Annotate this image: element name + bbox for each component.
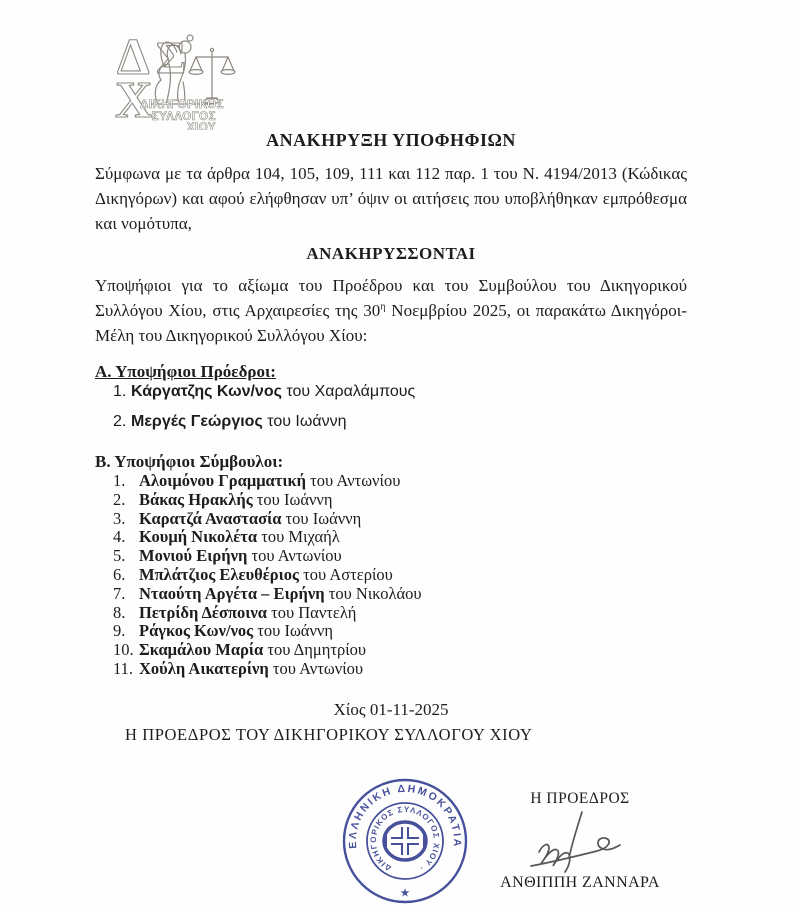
candidate-patronymic: του Αντωνίου <box>272 658 364 678</box>
stamp-outer-text: ΕΛΛΗΝΙΚΗ ΔΗΜΟΚΡΑΤΙΑ <box>346 782 464 850</box>
logo-text-line2: ΣΥΛΛΟΓΟΣ <box>151 111 216 123</box>
candidate-name: Κουμή Νικολέτα <box>139 527 258 547</box>
candidate-name: Καρατζά Αναστασία <box>139 508 282 528</box>
official-round-stamp <box>341 777 469 905</box>
candidate-number: 4. <box>113 527 126 547</box>
candidate-number: 1. <box>113 383 127 400</box>
candidate-number: 5. <box>113 546 126 566</box>
candidate-patronymic: του Αντωνίου <box>251 546 342 566</box>
candidate-number: 8. <box>113 602 126 622</box>
candidates-paragraph-before: Υποψήφιοι για το αξίωμα του Προέδρου και του Συμβούλου του Δικηγορικού Συλλόγου Χίου, στις Αρχαιρεσίες της 30 <box>95 276 687 320</box>
candidate-number: 11. <box>113 658 134 678</box>
candidate-item <box>95 382 687 401</box>
candidate-item <box>95 528 687 547</box>
signatory-name: ΑΝΘΙΠΠΗ ΖΑΝΝΑΡΑ <box>500 874 660 891</box>
candidate-patronymic: του Ιωάννη <box>285 508 362 528</box>
candidate-name: Βάκας Ηρακλής <box>139 489 253 509</box>
candidate-name: Μονιού Ειρήνη <box>139 546 248 566</box>
candidates-paragraph-after: Νοεμβρίου 2025, οι παρακάτω Δικηγόροι-Μέλη του Δικηγορικού Συλλόγου Χίου: <box>95 301 687 345</box>
candidate-number: 2. <box>113 489 126 509</box>
candidate-number: 3. <box>113 508 126 528</box>
candidate-item <box>95 660 687 679</box>
candidate-patronymic: του Δημητρίου <box>267 640 367 660</box>
candidate-number: 6. <box>113 564 126 584</box>
signatory-title: Η ΠΡΟΕΔΡΟΣ <box>530 790 630 807</box>
sphinx-scales-logo-icon <box>112 24 240 130</box>
logo-text-line3: ΧΙΟΥ <box>186 122 216 130</box>
proclaim-heading: ΑΝΑΚΗΡΥΣΣΟΝΤΑΙ <box>306 244 476 263</box>
date-ordinal-superscript: η <box>380 301 386 313</box>
candidate-number: 9. <box>113 621 126 641</box>
candidate-name: Νταούτη Αργέτα – Ειρήνη <box>139 583 325 603</box>
candidate-item <box>95 547 687 566</box>
candidate-number: 7. <box>113 583 126 603</box>
candidate-name: Χούλη Αικατερίνη <box>139 658 269 678</box>
candidate-item <box>95 604 687 623</box>
candidate-name: Μεργές Γεώργιος <box>131 413 263 430</box>
document-body <box>95 130 687 745</box>
candidates-paragraph <box>95 273 687 348</box>
intro-paragraph: Σύμφωνα με τα άρθρα 104, 105, 109, 111 και 112 παρ. 1 του Ν. 4194/2013 (Κώδικας Δικηγόρων) και αφού ελήφθησαν υπ’ όψιν οι αιτήσεις που υποβλήθηκαν εμπρόθεσμα και νομότυπα, <box>95 164 687 233</box>
candidate-name: Σκαμάλου Μαρία <box>139 640 264 660</box>
document-title: ΑΝΑΚΗΡΥΞΗ ΥΠΟΦΗΦΙΩΝ <box>266 130 516 150</box>
greek-emblem-icon <box>384 822 426 860</box>
stamp-star: ★ <box>400 888 410 899</box>
logo-monogram-delta: Δ <box>117 29 150 86</box>
candidate-item <box>95 472 687 491</box>
candidate-patronymic: του Ιωάννη <box>256 489 333 509</box>
candidate-number: 2. <box>113 413 127 430</box>
candidate-name: Πετρίδη Δέσποινα <box>139 602 267 622</box>
logo-monogram-sigma: Σ <box>156 32 187 83</box>
candidate-name: Κάργατζης Κων/νος <box>131 383 282 400</box>
candidate-patronymic: του Αντωνίου <box>310 471 401 490</box>
candidate-patronymic: του Χαραλάμπους <box>286 383 416 400</box>
candidate-patronymic: του Αστερίου <box>303 564 393 584</box>
candidate-number: 1. <box>113 471 126 490</box>
candidate-item <box>95 510 687 529</box>
stamp-inner-text: ΔΙΚΗΓΟΡΙΚΟΣ ΣΥΛΛΟΓΟΣ ΧΙΟΥ · <box>368 804 442 873</box>
candidate-item <box>95 641 687 660</box>
candidate-item <box>95 412 687 431</box>
candidate-name: Αλοιμόνου Γραμματική <box>139 471 307 490</box>
scales-of-justice-icon <box>189 48 235 103</box>
candidate-item <box>95 585 687 604</box>
presidents-candidate-list <box>95 382 687 431</box>
candidate-patronymic: του Ιωάννη <box>267 413 347 430</box>
candidate-patronymic: του Παντελή <box>271 602 357 622</box>
candidate-patronymic: του Ιωάννη <box>257 621 334 641</box>
candidate-patronymic: του Μιχαήλ <box>261 527 340 547</box>
candidate-item <box>95 491 687 510</box>
issuer-line: Η ΠΡΟΕΔΡΟΣ ΤΟΥ ΔΙΚΗΓΟΡΙΚΟΥ ΣΥΛΛΟΓΟΥ ΧΙΟΥ <box>125 724 533 744</box>
logo-monogram-chi: Χ <box>115 72 153 129</box>
counselors-candidate-list <box>95 472 687 679</box>
section-a-heading: Α. Υποψήφιοι Πρόεδροι: <box>95 362 276 381</box>
section-b-heading: Β. Υποψήφιοι Σύμβουλοι: <box>95 452 284 471</box>
candidate-name: Μπλάτζιος Ελευθέριος <box>139 564 299 584</box>
candidate-item <box>95 566 687 585</box>
logo-text-line1: ΔΙΚΗΓΟΡΙΚΟΣ <box>140 99 224 111</box>
place-date-line: Χίος 01-11-2025 <box>333 699 449 719</box>
bar-association-logo <box>112 24 240 130</box>
candidate-name: Ράγκος Κων/νος <box>139 621 254 641</box>
candidate-item <box>95 622 687 641</box>
signature-block <box>498 790 662 892</box>
candidate-patronymic: του Νικολάου <box>328 583 422 603</box>
candidate-number: 10. <box>113 640 134 660</box>
handwritten-signature <box>525 810 635 874</box>
